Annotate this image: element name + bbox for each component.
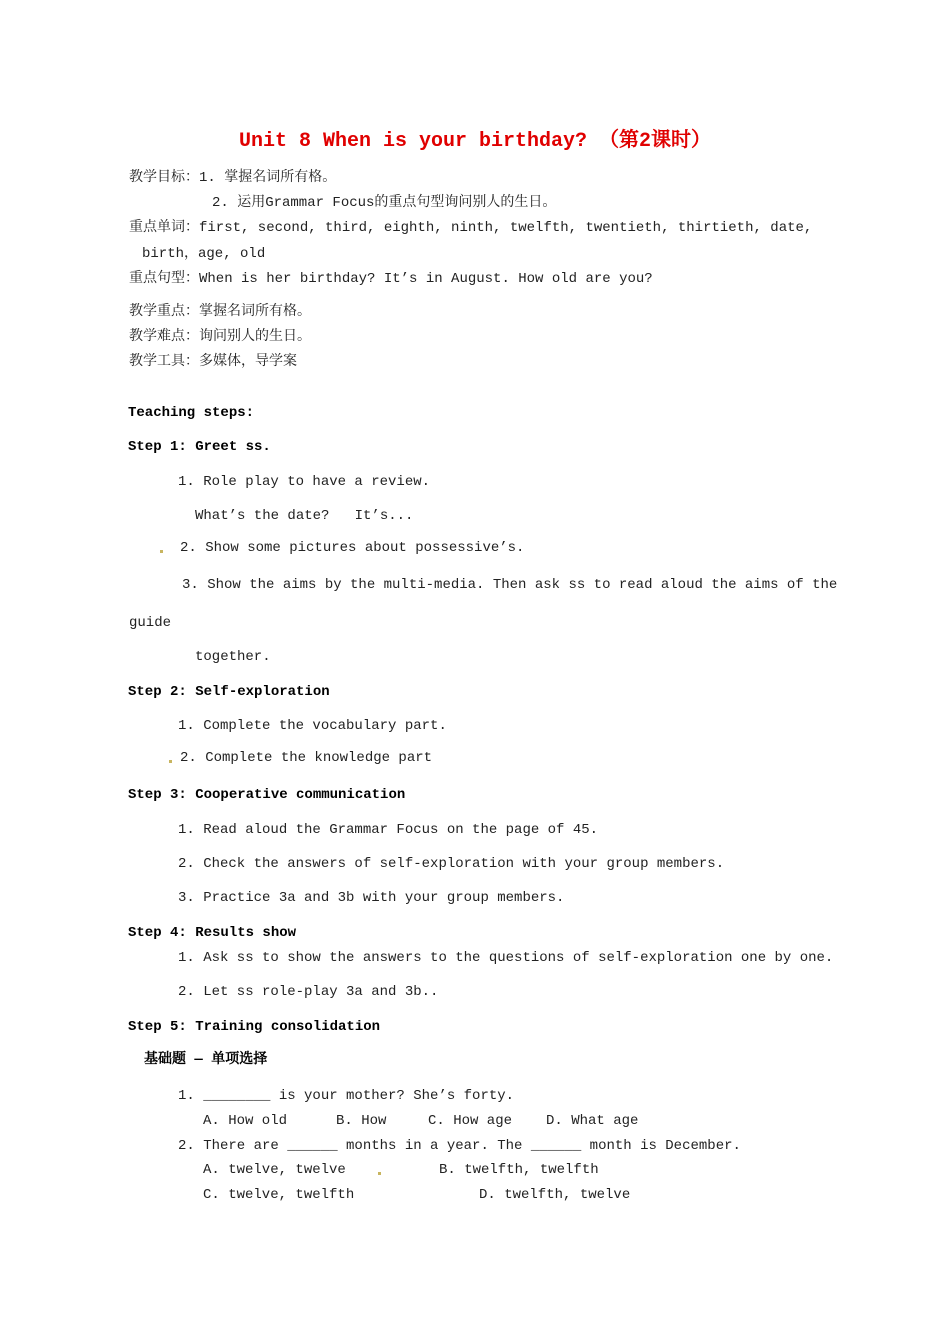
step1-item3-end: together.	[195, 649, 271, 665]
step1-item1-detail: What’s the date? It’s...	[195, 508, 414, 524]
exercise-section-title: 基础题 — 单项选择	[144, 1052, 268, 1068]
step1-item1: 1. Role play to have a review.	[178, 474, 431, 490]
step4-item1: 1. Ask ss to show the answers to the questions of self-exploration one by one.	[178, 950, 834, 966]
teaching-goal-2: 2. 运用Grammar Focus的重点句型询问别人的生日。	[212, 195, 557, 211]
question-1: 1. ________ is your mother? She’s forty.	[178, 1088, 515, 1104]
step2-heading: Step 2: Self-exploration	[128, 684, 330, 700]
question-2: 2. There are ______ months in a year. The ______ month is December.	[178, 1138, 741, 1154]
step2-item1: 1. Complete the vocabulary part.	[178, 718, 447, 734]
step2-item2: 2. Complete the knowledge part	[180, 750, 433, 766]
teaching-tools: 教学工具：多媒体，导学案	[129, 354, 297, 370]
step4-heading: Step 4: Results show	[128, 925, 297, 941]
teaching-steps-heading: Teaching steps:	[128, 405, 255, 421]
teaching-goal-1: 教学目标：1. 掌握名词所有格。	[129, 170, 337, 186]
dot-mark	[169, 760, 172, 763]
step3-heading: Step 3: Cooperative communication	[128, 787, 406, 803]
q2-option-a: A. twelve, twelve	[203, 1162, 346, 1178]
key-sentences: 重点句型：When is her birthday? It’s in August. How old are you?	[129, 271, 653, 287]
step3-item3: 3. Practice 3a and 3b with your group members.	[178, 890, 565, 906]
document-title: Unit 8 When is your birthday? （第2课时）	[238, 130, 712, 153]
step1-item3-cont: guide	[129, 615, 172, 631]
step1-item3: 3. Show the aims by the multi-media. Then ask ss to read aloud the aims of the	[182, 577, 838, 593]
q1-option-c: C. How age	[428, 1113, 513, 1129]
q2-option-d: D. twelfth, twelve	[479, 1187, 631, 1203]
teaching-difficulty: 教学难点：询问别人的生日。	[129, 329, 311, 345]
q1-option-d: D. What age	[546, 1113, 639, 1129]
dot-mark	[378, 1172, 381, 1175]
q1-option-a: A. How old	[203, 1113, 288, 1129]
step1-heading: Step 1: Greet ss.	[128, 439, 271, 455]
teaching-focus: 教学重点：掌握名词所有格。	[129, 304, 311, 320]
step5-heading: Step 5: Training consolidation	[128, 1019, 381, 1035]
step3-item1: 1. Read aloud the Grammar Focus on the page of 45.	[178, 822, 599, 838]
q1-option-b: B. How	[336, 1113, 387, 1129]
key-words-cont: birth，age, old	[142, 246, 266, 262]
step4-item2: 2. Let ss role-play 3a and 3b..	[178, 984, 439, 1000]
step1-item2: 2. Show some pictures about possessive’s.	[180, 540, 525, 556]
step3-item2: 2. Check the answers of self-exploration with your group members.	[178, 856, 725, 872]
dot-mark	[160, 550, 163, 553]
q2-option-c: C. twelve, twelfth	[203, 1187, 355, 1203]
key-words: 重点单词：first, second, third, eighth, ninth, twelfth, twentieth, thirtieth, date,	[129, 220, 813, 236]
q2-option-b: B. twelfth, twelfth	[439, 1162, 599, 1178]
